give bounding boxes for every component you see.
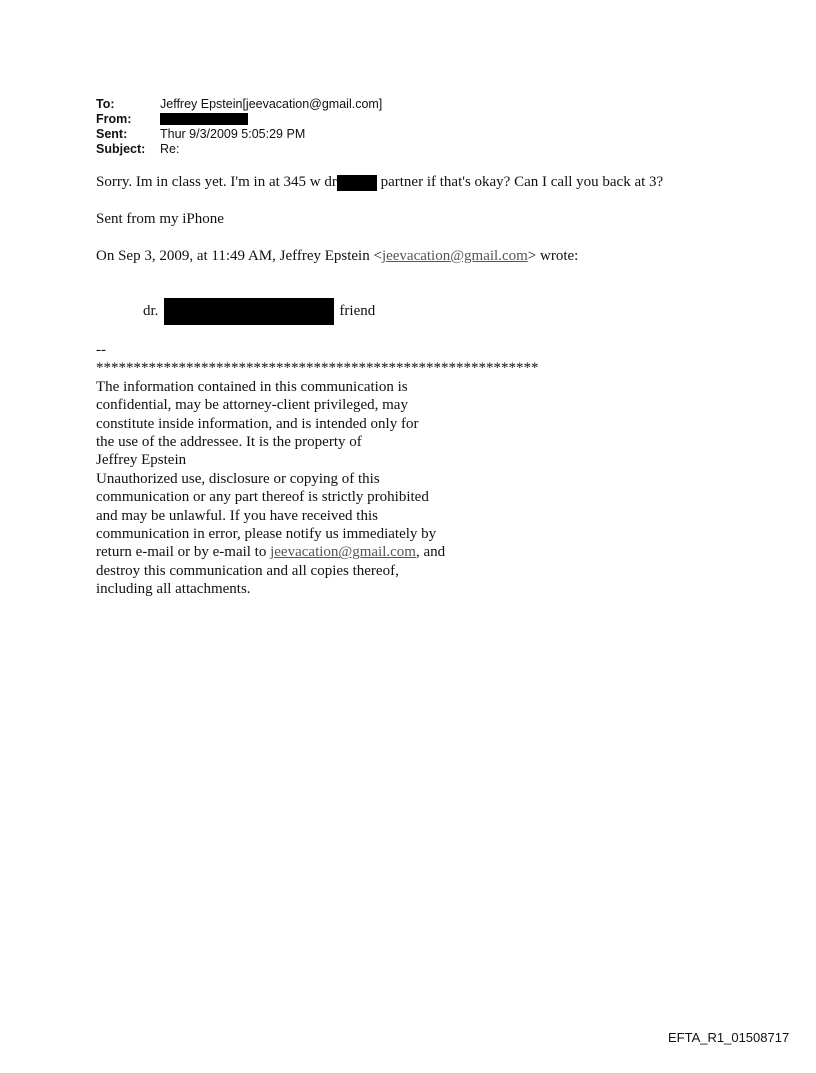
quoted-friend: friend — [339, 303, 376, 319]
quote-intro — [96, 248, 578, 265]
document-id: EFTA_R1_01508717 — [668, 1030, 790, 1045]
email-header — [96, 97, 382, 157]
quote-intro-end: > wrote: — [527, 248, 579, 264]
disclaimer-line: constitute inside information, and is intended only for — [96, 415, 419, 432]
subject-value: Re: — [160, 142, 180, 156]
from-row — [96, 112, 382, 127]
to-value: Jeffrey Epstein[jeevacation@gmail.com] — [160, 97, 383, 111]
return-text-end: , and — [415, 544, 446, 561]
sent-label: Sent: — [96, 127, 128, 141]
quoted-dr: dr. — [143, 303, 159, 319]
disclaimer-line: the use of the addressee. It is the property of — [96, 434, 362, 451]
message-line-1 — [96, 174, 663, 191]
quote-intro-start: On Sep 3, 2009, at 11:49 AM, Jeffrey Epstein < — [96, 248, 382, 264]
message-text-end: partner if that's okay? Can I call you back at 3? — [376, 174, 664, 190]
disclaimer-line: communication in error, please notify us immediately by — [96, 526, 437, 543]
disclaimer-email-link[interactable]: jeevacation@gmail.com — [270, 544, 416, 561]
disclaimer-line: including all attachments. — [96, 581, 251, 598]
disclaimer-line: Unauthorized use, disclosure or copying of this — [96, 470, 380, 487]
redaction-address — [337, 175, 377, 191]
return-text-start: return e-mail or by e-mail to — [96, 544, 271, 561]
quote-email-link[interactable]: jeevacation@gmail.com — [381, 248, 528, 264]
subject-label: Subject: — [96, 142, 146, 156]
separator: -- — [96, 342, 106, 358]
quoted-message — [143, 298, 375, 325]
from-label: From: — [96, 112, 132, 126]
disclaimer-line: communication or any part thereof is strictly prohibited — [96, 489, 429, 506]
disclaimer-line: confidential, may be attorney-client privileged, may — [96, 397, 408, 414]
disclaimer-line: Jeffrey Epstein — [96, 452, 187, 469]
sent-value: Thur 9/3/2009 5:05:29 PM — [160, 127, 306, 141]
message-text-start: Sorry. Im in class yet. I'm in at 345 w dr — [96, 174, 337, 190]
to-label: To: — [96, 97, 115, 111]
disclaimer-line: destroy this communication and all copies thereof, — [96, 562, 399, 579]
star-divider: *********************************************************** — [96, 360, 539, 377]
sent-row — [96, 127, 382, 142]
redaction-from — [160, 113, 248, 125]
signature-line: Sent from my iPhone — [96, 211, 224, 227]
disclaimer-line: and may be unlawful. If you have received this — [96, 507, 378, 524]
redaction-name — [164, 298, 334, 325]
disclaimer-return-line — [96, 543, 539, 561]
to-row — [96, 97, 382, 112]
subject-row — [96, 142, 382, 157]
disclaimer-block — [96, 341, 539, 599]
disclaimer-line: The information contained in this communication is — [96, 378, 408, 395]
